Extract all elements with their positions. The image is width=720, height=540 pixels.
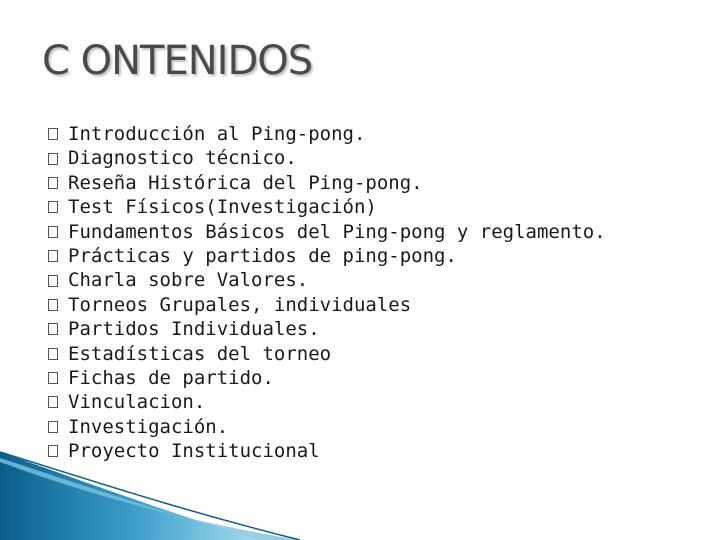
empty-square-icon	[48, 275, 58, 287]
list-item-label: Introducción al Ping-pong.	[68, 123, 366, 145]
list-item-label: Test Físicos(Investigación)	[68, 196, 377, 219]
list-item	[48, 171, 606, 195]
empty-square-icon	[48, 299, 58, 311]
list-item-label: Proyecto Institucional	[68, 440, 320, 463]
empty-square-icon	[48, 226, 58, 238]
list-item	[48, 146, 606, 170]
slide-title: C ONTENIDOS	[42, 38, 313, 84]
list-item-label: Reseña Histórica del Ping-pong.	[68, 171, 423, 194]
empty-square-icon	[48, 323, 58, 335]
list-item-label: Partidos Individuales.	[68, 318, 320, 341]
decorative-wave	[0, 440, 720, 540]
list-item	[48, 195, 606, 219]
list-item-label: Investigación.	[68, 415, 229, 438]
list-item-label: Torneos Grupales, individuales	[68, 293, 412, 316]
list-item	[48, 415, 606, 439]
empty-square-icon	[48, 421, 58, 433]
list-item	[48, 342, 606, 366]
empty-square-icon	[48, 396, 58, 408]
list-item-label: Fundamentos Básicos del Ping-pong y reglamento.	[68, 220, 606, 243]
list-item	[48, 220, 606, 244]
list-item-label: Fichas de partido.	[68, 366, 274, 389]
list-item	[48, 293, 606, 317]
list-item	[48, 317, 606, 341]
list-item	[48, 366, 606, 390]
list-item-label: Estadísticas del torneo	[68, 342, 332, 365]
list-item-label: Charla sobre Valores.	[68, 269, 309, 292]
list-item	[48, 268, 606, 292]
empty-square-icon	[48, 177, 58, 189]
list-item	[48, 244, 606, 268]
list-item-label: Prácticas y partidos de ping-pong.	[68, 244, 457, 267]
list-item	[48, 390, 606, 414]
empty-square-icon	[48, 128, 58, 140]
empty-square-icon	[48, 348, 58, 360]
empty-square-icon	[48, 201, 58, 213]
list-item	[48, 122, 606, 146]
empty-square-icon	[48, 153, 58, 165]
list-item-label: Vinculacion.	[68, 391, 206, 414]
empty-square-icon	[48, 250, 58, 262]
list-item-label: Diagnostico técnico.	[68, 147, 297, 170]
bullet-list	[48, 122, 606, 463]
empty-square-icon	[48, 372, 58, 384]
